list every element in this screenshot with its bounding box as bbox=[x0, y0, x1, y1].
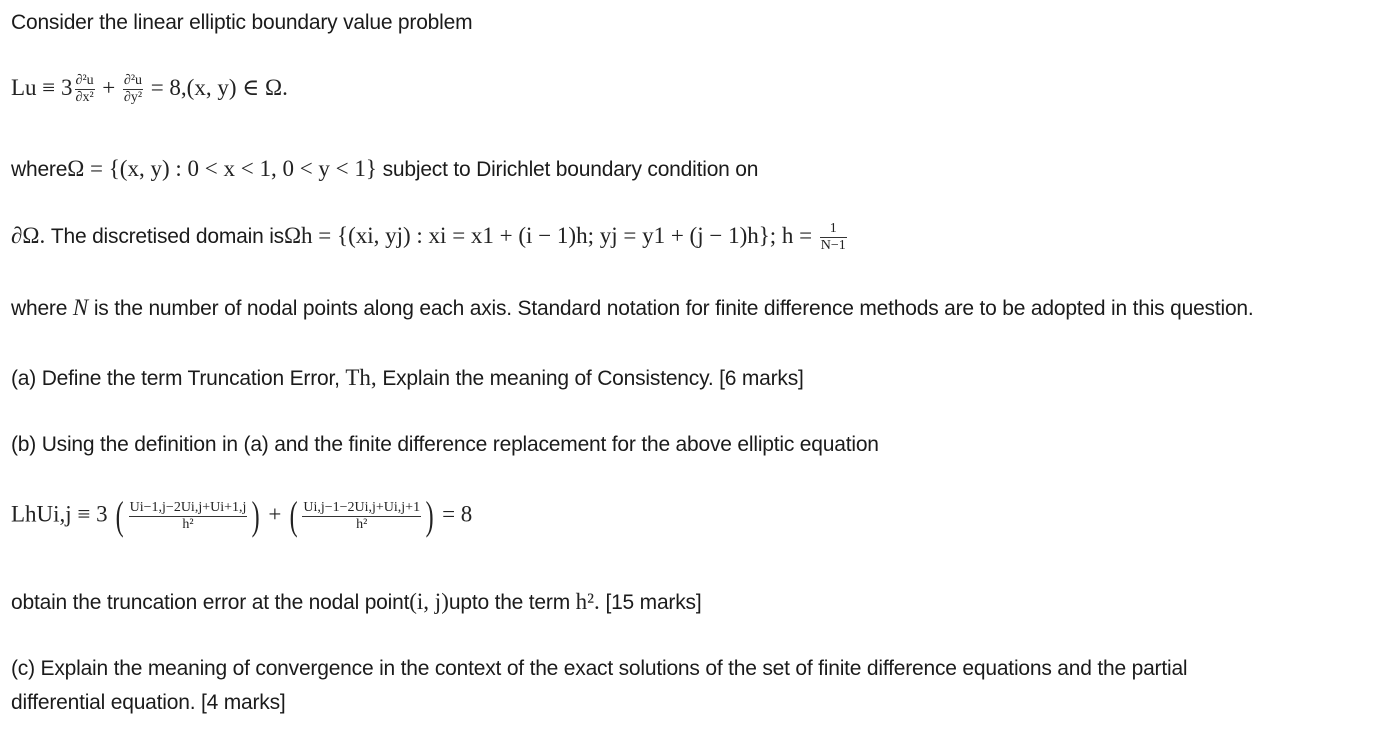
fd-x-fraction bbox=[129, 501, 248, 532]
fd-equation bbox=[11, 493, 473, 538]
part-b-intro: (b) Using the definition in (a) and the finite difference replacement for the above elliptic equation bbox=[11, 433, 879, 456]
discretised-text: The discretised domain is bbox=[50, 225, 284, 249]
pde-rhs: = 8,(x, y) ∈ Ω. bbox=[150, 75, 288, 101]
n-symbol-italic: N bbox=[72, 295, 89, 320]
close-paren-2: ) bbox=[425, 493, 434, 538]
fd-lhs: LhUi,j ≡ 3 bbox=[11, 501, 108, 527]
intro-text: Consider the linear elliptic boundary value problem bbox=[11, 11, 473, 34]
omega-definition: Ω = {(x, y) : 0 < x < 1, 0 < y < 1} bbox=[67, 156, 377, 181]
part-a-pre: (a) Define the term Truncation Error, bbox=[11, 367, 340, 390]
fd-y-denominator: h² bbox=[356, 516, 368, 532]
part-c-line-1: (c) Explain the meaning of convergence in the context of the exact solutions of the set of finite difference equations and the partial bbox=[11, 657, 1188, 680]
part-c-line-2: differential equation. [4 marks] bbox=[11, 691, 286, 714]
h-numerator: 1 bbox=[820, 222, 847, 238]
where-label-2: where bbox=[11, 297, 68, 320]
d2u-dy2-fraction bbox=[123, 74, 143, 105]
domain-line bbox=[11, 155, 758, 183]
nodal-point-symbol: (i, j) bbox=[409, 589, 449, 614]
fd-y-fraction bbox=[302, 501, 421, 532]
fd-y-numerator: Ui,j−1−2Ui,j+Ui,j+1 bbox=[303, 499, 421, 515]
part-b-marks: [15 marks] bbox=[605, 591, 702, 614]
fd-x-numerator: Ui−1,j−2Ui,j+Ui+1,j bbox=[129, 499, 247, 515]
boundary-symbol: ∂Ω. bbox=[11, 223, 46, 249]
d2u-dx2-denominator: ∂x² bbox=[75, 90, 94, 105]
h-fraction bbox=[820, 222, 847, 253]
open-paren-2: ( bbox=[289, 493, 298, 538]
omega-h-definition: Ωh = {(xi, yj) : xi = x1 + (i − 1)h; yj = y1 + (j − 1)h}; h = bbox=[283, 223, 813, 249]
fd-plus: + bbox=[268, 501, 282, 527]
part-b-truncation bbox=[11, 588, 701, 616]
fd-rhs: = 8 bbox=[442, 501, 473, 527]
fd-x-denominator: h² bbox=[182, 516, 194, 532]
h-squared-symbol: h². bbox=[575, 589, 600, 614]
n-symbol bbox=[73, 295, 88, 320]
open-paren-1: ( bbox=[115, 493, 124, 538]
part-b-pre: obtain the truncation error at the nodal point bbox=[11, 591, 410, 614]
h-denominator: N−1 bbox=[820, 238, 846, 253]
where-label: where bbox=[11, 158, 68, 181]
pde-equation bbox=[11, 74, 288, 105]
d2u-dy2-denominator: ∂y² bbox=[123, 90, 143, 105]
d2u-dx2-fraction bbox=[75, 74, 95, 105]
nodal-points-line bbox=[11, 294, 1254, 322]
discretised-domain-line bbox=[11, 222, 849, 253]
nodal-points-text: is the number of nodal points along each axis. Standard notation for finite difference methods are to be adopted in this question. bbox=[93, 297, 1254, 320]
d2u-dx2-numerator: ∂²u bbox=[75, 73, 94, 88]
part-a-post: Explain the meaning of Consistency. [6 marks] bbox=[382, 367, 804, 390]
d2u-dy2-numerator: ∂²u bbox=[123, 73, 143, 88]
part-b-mid: upto the term bbox=[448, 591, 570, 614]
part-a bbox=[11, 364, 804, 392]
pde-lhs: Lu ≡ 3 bbox=[11, 75, 73, 101]
dirichlet-text: subject to Dirichlet boundary condition on bbox=[382, 158, 759, 181]
pde-plus: + bbox=[102, 75, 116, 101]
close-paren-1: ) bbox=[252, 493, 261, 538]
truncation-error-symbol: Th, bbox=[345, 365, 377, 390]
